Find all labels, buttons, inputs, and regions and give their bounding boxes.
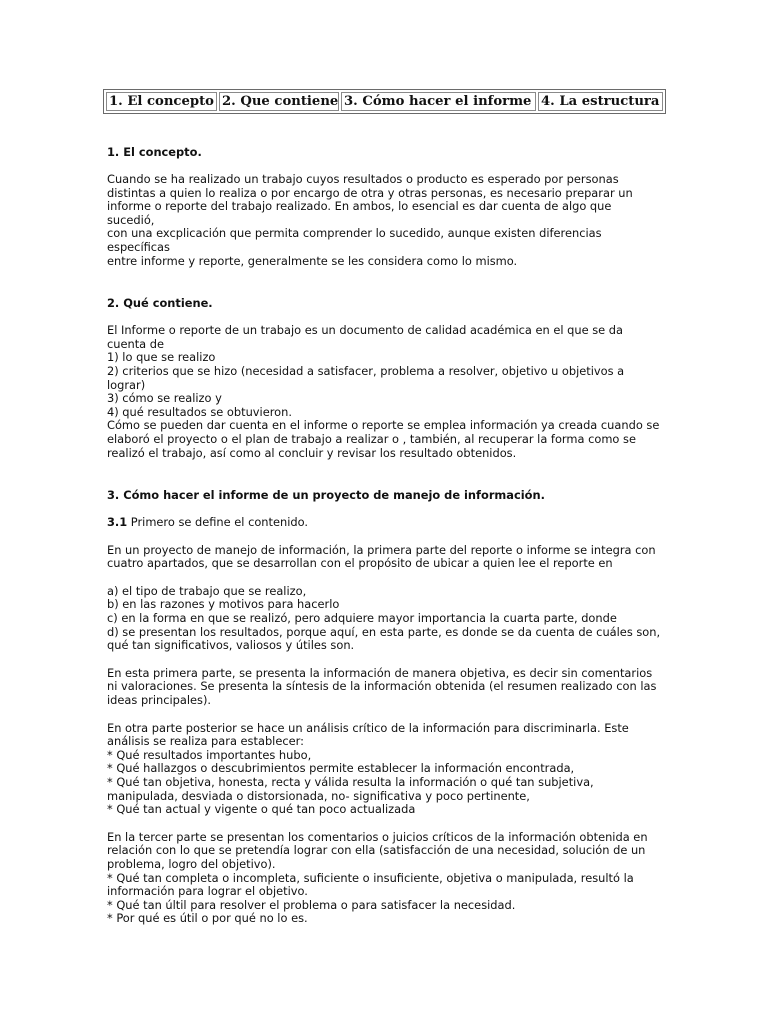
- subheading-text: Primero se define el contenido.: [127, 515, 308, 530]
- nav-link-contiene[interactable]: 2. Que contiene: [219, 92, 339, 111]
- paragraph-como-1: En un proyecto de manejo de información, la primera parte del reporte o informe se integra con cuatro apartados, que se desarrollan con el propósito de ubicar a quien lee el reporte en: [107, 542, 656, 571]
- subheading-3-1: [107, 516, 662, 530]
- heading-concepto: 1. El concepto.: [107, 145, 202, 159]
- paragraph-como-5: En la tercer parte se presentan los comentarios o juicios críticos de la información obtenida en relación con lo que se pretendía lograr con ella (satisfacción de una necesidad, solución de un problema, logro del objetivo). * Qué tan completa o incompleta, suficiente o insuficiente, objetiva o manipulada, resultó la información para lograr el objetivo. * Qué tan últil para resolver el problema o para satisfacer la necesidad. * Por qué es útil o por qué no lo es.: [107, 829, 648, 926]
- heading-que-contiene: 2. Qué contiene.: [107, 296, 213, 311]
- nav-link-como-hacer[interactable]: 3. Cómo hacer el informe: [341, 92, 536, 111]
- heading-como-hacer: 3. Cómo hacer el informe de un proyecto de manejo de información.: [107, 488, 545, 503]
- document-body: [107, 145, 662, 926]
- nav-link-concepto[interactable]: 1. El concepto: [106, 92, 217, 111]
- paragraph-como-list: a) el tipo de trabajo que se realizo, b) en las razones y motivos para hacerlo c) en la forma en que se realizó, pero adquiere mayor importancia la cuarta parte, donde d) se presentan los resultados, porque aquí, en esta parte, es donde se da cuenta de cuáles son, qué tan significativos, valiosos y útiles son.: [107, 583, 661, 653]
- paragraph-como-3: En esta primera parte, se presenta la información de manera objetiva, es decir sin comentarios ni valoraciones. Se presenta la síntesis de la información obtenida (el resumen realizado con las ideas principales).: [107, 665, 657, 708]
- paragraph-que-contiene: El Informe o reporte de un trabajo es un documento de calidad académica en el que se da cuenta de 1) lo que se realizo 2) criterios que se hizo (necesidad a satisfacer, problema a resolver, objetivo u objetivos a lograr) 3) cómo se realizo y 4) qué resultados se obtuvieron. Cómo se pueden dar cuenta en el informe o reporte se emplea información ya creada cuando se elaboró el proyecto o el plan de trabajo a realizar o , también, al recuperar la forma como se realizó el trabajo, así como al concluir y revisar los resultado obtenidos.: [107, 323, 660, 460]
- paragraph-como-4: En otra parte posterior se hace un análisis crítico de la información para discriminarla. Este análisis se realiza para establecer: * Qué resultados importantes hubo, * Qué hallazgos o descubrimientos permite establecer la información encontrada, * Qué tan objetiva, honesta, recta y válida resulta la información o qué tan subjetiva, manipulada, desviada o distorsionada, no- significativa y poco pertinente, * Qué tan actual y vigente o qué tan poco actualizada: [107, 720, 629, 817]
- paragraph-concepto: Cuando se ha realizado un trabajo cuyos resultados o producto es esperado por personas distintas a quien lo realiza o por encargo de otra y otras personas, es necesario preparar un informe o reporte del trabajo realizado. En ambos, lo esencial es dar cuenta de algo que sucedió, con una excplicación que permita comprender lo sucedido, aunque existen diferencias específicas entre informe y reporte, generalmente se les considera como lo mismo.: [107, 172, 633, 268]
- section-nav-table: [103, 89, 666, 114]
- subheading-number: 3.1: [107, 515, 128, 530]
- nav-link-estructura[interactable]: 4. La estructura: [538, 92, 663, 111]
